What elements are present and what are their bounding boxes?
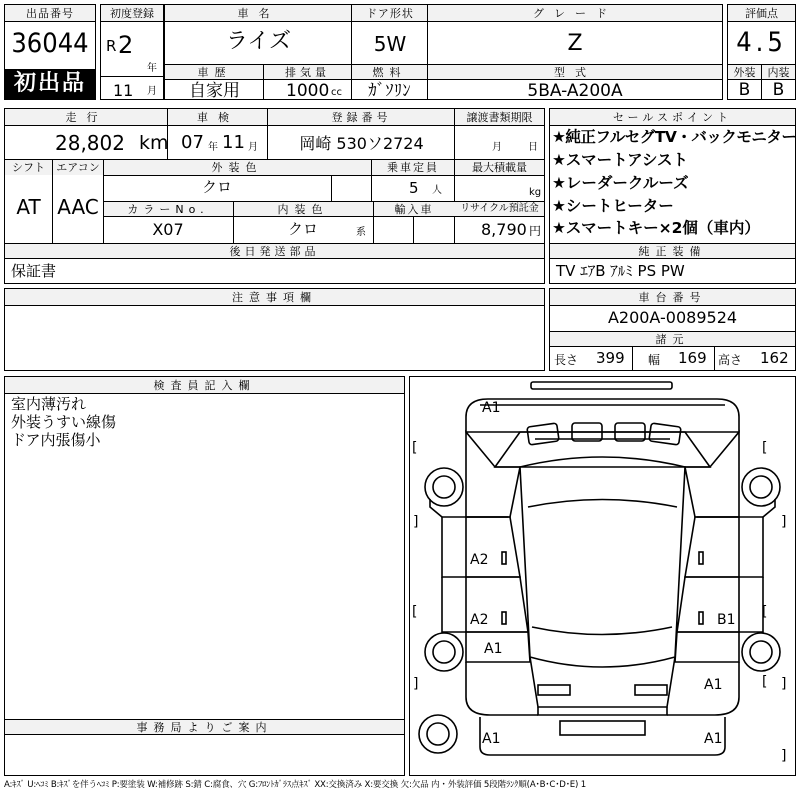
displacement: 1000	[286, 81, 330, 101]
damage-mark: B1	[717, 612, 736, 628]
car-history: 自家用	[189, 81, 240, 101]
inspector-note: ドア内張傷小	[11, 431, 101, 449]
first-registration-month: 11	[113, 81, 134, 100]
length-label: 長さ	[554, 353, 579, 367]
transfer-docs-label: 譲渡書類期限	[466, 111, 533, 124]
air-conditioner: AAC	[57, 195, 99, 219]
fuel-label: 燃料	[372, 66, 407, 79]
shift-label: シフト	[12, 161, 45, 174]
inspection-month: 11	[222, 132, 245, 153]
inspector-box	[4, 376, 405, 776]
recycle-deposit: 8,790	[481, 220, 527, 239]
month-unit: 月	[147, 86, 157, 97]
first-registration-year: 2	[118, 31, 134, 59]
interior-color: クロ	[287, 220, 318, 238]
registration-number: 岡崎 530ソ2724	[299, 134, 424, 153]
standard-equipment: TV ｴｱB ｱﾙﾐ PS PW	[556, 262, 685, 280]
inspector-note: 室内薄汚れ	[11, 395, 87, 413]
width: 169	[678, 349, 707, 367]
bracket: ]	[781, 676, 787, 692]
sales-point-item: ★純正フルセグTV・バックモニター	[552, 128, 797, 146]
details-box	[4, 108, 545, 284]
chassis-label: 車台番号	[638, 291, 707, 304]
height: 162	[760, 349, 789, 367]
first-registration-label: 初度登録	[110, 7, 154, 20]
car-outline-svg	[410, 377, 795, 775]
inspection-year: 07	[181, 132, 204, 153]
exterior-label: 外装	[733, 66, 756, 79]
score-label: 評価点	[745, 7, 778, 20]
era: R	[106, 37, 117, 55]
sales-point-item: ★スマートキー×2個（車内）	[552, 219, 760, 237]
sales-points-label: セールスポイント	[612, 111, 732, 124]
later-parts: 保証書	[11, 262, 57, 280]
recycle-deposit-label: リサイクル預託金	[460, 203, 539, 214]
inspection-month-unit: 月	[248, 142, 258, 153]
exterior-color-label: 外装色	[211, 161, 263, 174]
displacement-label: 排気量	[285, 66, 330, 79]
import-label: 輸入車	[394, 203, 434, 216]
bracket: ]	[413, 514, 419, 530]
interior-score: B	[772, 80, 785, 100]
sales-point-item: ★スマートアシスト	[552, 151, 689, 169]
ac-label: エアコン	[56, 161, 100, 174]
bracket: [	[762, 604, 768, 620]
color-number: X07	[152, 220, 184, 239]
inspection-label: 車検	[197, 111, 239, 124]
chassis-box	[549, 288, 796, 371]
grade-label: グレード	[533, 7, 617, 20]
model-code: 5BA-A200A	[527, 81, 623, 101]
sales-points-box	[549, 108, 796, 284]
exterior-color: クロ	[201, 178, 232, 196]
exterior-score: B	[738, 80, 751, 100]
interior-label: 内装	[767, 66, 790, 79]
specs-label: 諸元	[655, 333, 690, 346]
damage-mark: A2	[470, 612, 489, 628]
first-listing-label: 初出品	[13, 71, 86, 96]
damage-mark: A1	[704, 677, 723, 693]
interior-color-suffix: 系	[356, 227, 366, 238]
bracket: [	[412, 440, 418, 456]
fuel: ｶﾞｿﾘﾝ	[368, 81, 411, 101]
legend: A:ｷｽﾞ U:ﾍｺﾐ B:ｷｽﾞを伴うﾍｺﾐ P:要塗装 W:補修跡 S:錆 C:腐食、穴 G:ﾌﾛﾝﾄｶﾞﾗｽ点ｷｽﾞ XX:交換済み X:要交換 欠:欠品 内・外装評価 5段階ﾗﾝｸ順(A･B･C･D･E) 1	[4, 780, 586, 790]
capacity-label: 乗車定員	[387, 161, 439, 174]
lot-number-box	[4, 4, 96, 100]
capacity: 5	[409, 179, 419, 197]
car-damage-diagram	[409, 376, 796, 776]
score-box	[727, 4, 796, 100]
lot-number: 36044	[11, 28, 89, 59]
color-number-label: カラーNo.	[127, 203, 209, 216]
year-unit: 年	[147, 63, 157, 74]
load-unit: kg	[529, 187, 542, 198]
capacity-unit: 人	[432, 185, 442, 196]
width-label: 幅	[648, 353, 661, 367]
mileage: 28,802	[55, 131, 125, 155]
damage-mark: A1	[482, 400, 501, 416]
overall-score: 4.5	[736, 27, 787, 58]
damage-mark: A1	[704, 731, 723, 747]
sales-point-item: ★レーダークルーズ	[552, 174, 689, 192]
office-notice-label: 事務局よりご案内	[136, 721, 273, 734]
later-parts-label: 後日発送部品	[229, 245, 320, 258]
bracket: [	[762, 440, 768, 456]
cc-unit: cc	[331, 87, 342, 98]
bracket: [	[762, 674, 768, 690]
bracket: ]	[781, 748, 787, 764]
door-label: ドア形状	[366, 7, 414, 20]
recycle-unit: 円	[529, 224, 542, 238]
history-label: 車歴	[197, 66, 232, 79]
door-shape: 5W	[373, 32, 407, 56]
max-load-label: 最大積載量	[472, 161, 527, 174]
bracket: ]	[781, 514, 787, 530]
damage-mark: A2	[470, 552, 489, 568]
notes-box	[4, 288, 545, 371]
standard-equipment-label: 純正装備	[638, 245, 707, 258]
sales-point-item: ★シートヒーター	[552, 197, 674, 215]
bracket: [	[412, 604, 418, 620]
mileage-label: 走行	[65, 111, 108, 124]
km-unit: km	[139, 132, 169, 154]
height-label: 高さ	[718, 353, 743, 367]
length: 399	[596, 349, 625, 367]
transfer-month-unit: 月	[492, 142, 502, 153]
first-registration-box	[100, 4, 164, 100]
interior-color-label: 内装色	[277, 203, 329, 216]
grade: Z	[567, 31, 583, 56]
damage-mark: A1	[482, 731, 501, 747]
model-label: 型式	[554, 66, 596, 79]
inspector-note: 外装うすい線傷	[11, 413, 117, 431]
inspector-label: 検査員記入欄	[153, 379, 256, 392]
car-name: ライズ	[225, 29, 292, 54]
shift: AT	[16, 195, 41, 219]
lot-number-label: 出品番号	[26, 7, 74, 20]
transfer-day-unit: 日	[528, 142, 538, 153]
bracket: ]	[413, 676, 419, 692]
registration-label: 登録番号	[331, 111, 392, 124]
vehicle-main-box	[164, 4, 723, 100]
damage-mark: A1	[484, 641, 503, 657]
car-name-label: 車名	[237, 7, 280, 20]
inspection-year-unit: 年	[208, 142, 218, 153]
notes-label: 注意事項欄	[232, 291, 317, 304]
chassis-number: A200A-0089524	[607, 308, 738, 327]
